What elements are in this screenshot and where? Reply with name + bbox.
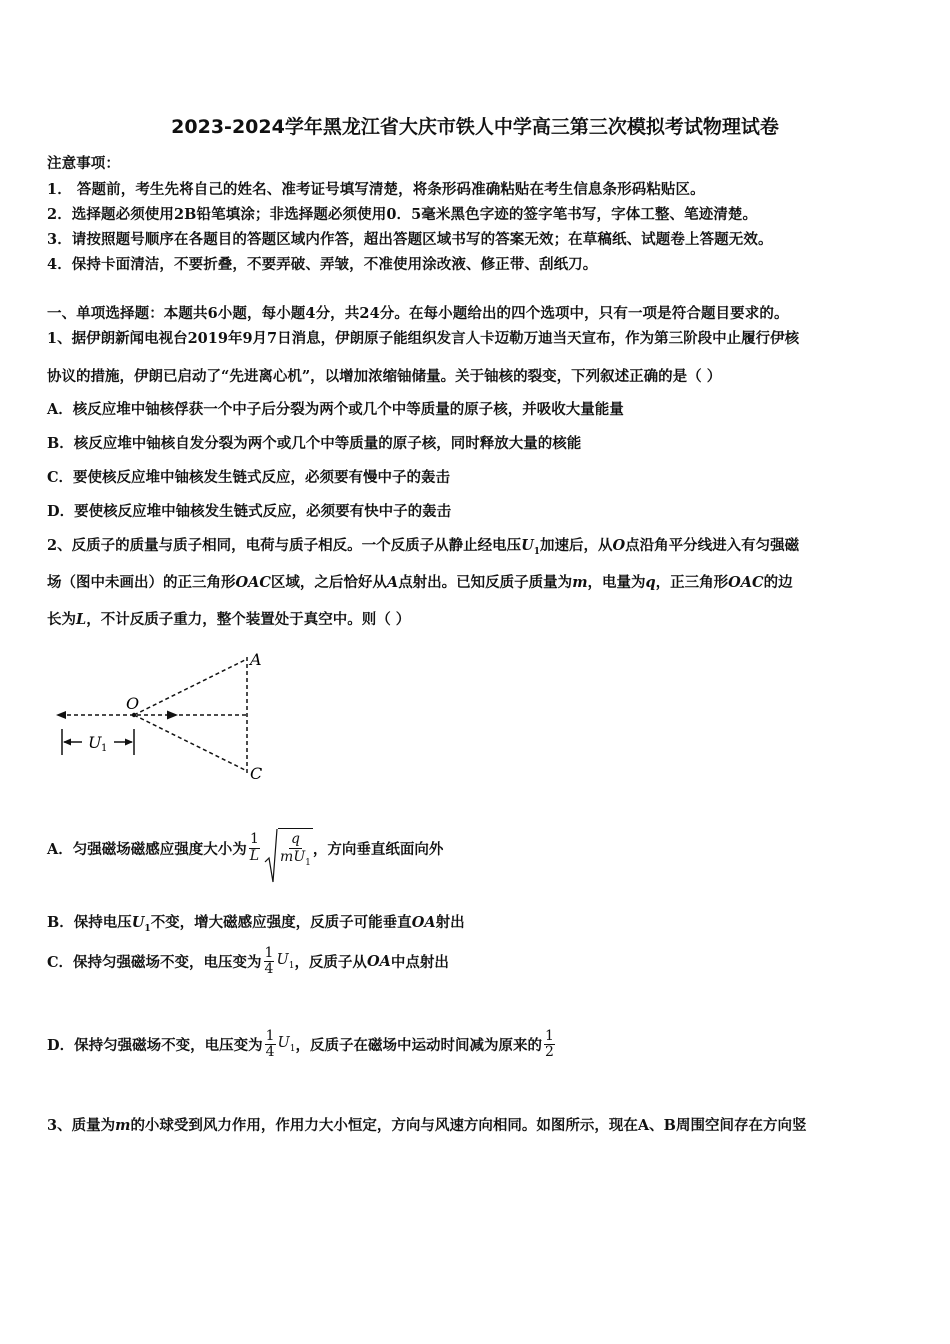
notice-item-4: 4．保持卡面清洁，不要折叠，不要弄破、弄皱，不准使用涂改液、修正带、刮纸刀。 [47,256,598,273]
triangle-field-diagram [50,645,290,790]
q1-stem-line1: 1、据伊朗新闻电视台2019年9月7日消息，伊朗原子能组织发言人卡迈勒万迪当天宣布，作为第三阶段中止履行伊核 [47,330,800,347]
notice-item-3: 3．请按照题号顺序在各题目的答题区域内作答，超出答题区域书写的答案无效；在草稿纸、试题卷上答题无效。 [47,231,773,248]
q1-option-a: A．核反应堆中铀核俘获一个中子后分裂为两个或几个中等质量的原子核，并吸收大量能量 [47,401,624,418]
q2-option-d: D．保持匀强磁场不变，电压变为 $\frac{1}{4}$ $U_1$ ，反质子在磁场中运动时间减为原来的 $\frac{1}{2}$ [47,1028,554,1061]
section-heading: 一、单项选择题：本题共6小题，每小题4分，共24分。在每小题给出的四个选项中，只有一项是符合题目要求的。 [47,305,789,322]
q2-option-a: A．匀强磁场磁感应强度大小为 $\frac{1}{L}$ $\frac{q}{mU_1}$ ，方向垂直纸面向外 [47,828,443,868]
q1-option-c: C．要使核反应堆中铀核发生链式反应，必须要有慢中子的轰击 [47,469,451,486]
line-oa [134,659,247,715]
q2-stem-line3: 长为L，不计反质子重力，整个装置处于真空中。则（ ） [47,611,411,628]
label-a: A [250,650,262,669]
q1-option-b: B．核反应堆中铀核自发分裂为两个或几个中等质量的原子核，同时释放大量的核能 [47,435,582,452]
notice-item-2: 2．选择题必须使用2B铅笔填涂；非选择题必须使用0．5毫米黑色字迹的签字笔书写，字体工整、笔迹清楚。 [47,206,758,223]
line-oc [134,715,247,771]
page-title: 2023-2024学年黑龙江省大庆市铁人中学高三第三次模拟考试物理试卷 [171,116,779,138]
label-o: O [126,694,140,713]
notice-heading: 注意事项： [47,155,120,172]
label-u: U [88,733,102,752]
notice-item-1: 1． 答题前，考生先将自己的姓名、准考证号填写清楚，将条形码准确粘贴在考生信息条形码粘贴区。 [47,181,705,198]
q1-option-d: D．要使核反应堆中铀核发生链式反应，必须要有快中子的轰击 [47,503,452,520]
q2-option-b: B．保持电压$U_1$不变，增大磁感应强度，反质子可能垂直OA射出 [47,914,465,934]
label-u-sub: 1 [101,743,108,754]
left-arrow-head [56,711,66,719]
right-arrow-head [167,711,178,720]
q2-option-c: C．保持匀强磁场不变，电压变为 $\frac{1}{4}$ $U_1$ ，反质子从 OA 中点射出 [47,945,449,978]
q2-stem-line1: 2、反质子的质量与质子相同，电荷与质子相反。一个反质子从静止经电压$U_1$加速后，从O点沿角平分线进入有匀强磁 [47,537,800,557]
q1-stem-line2: 协议的措施，伊朗已启动了“先进离心机”，以增加浓缩铀储量。关于铀核的裂变，下列叙述正确的是（ ） [47,368,722,385]
label-c: C [250,764,263,783]
q3-stem-line1: 3、质量为m的小球受到风力作用，作用力大小恒定，方向与风速方向相同。如图所示，现在A、B周围空间存在方向竖 [47,1117,807,1134]
q2-stem-line2: 场（图中未画出）的正三角形OAC区域，之后恰好从A点射出。已知反质子质量为m，电量为q，正三角形OAC的边 [47,574,793,591]
point-o [132,713,136,717]
